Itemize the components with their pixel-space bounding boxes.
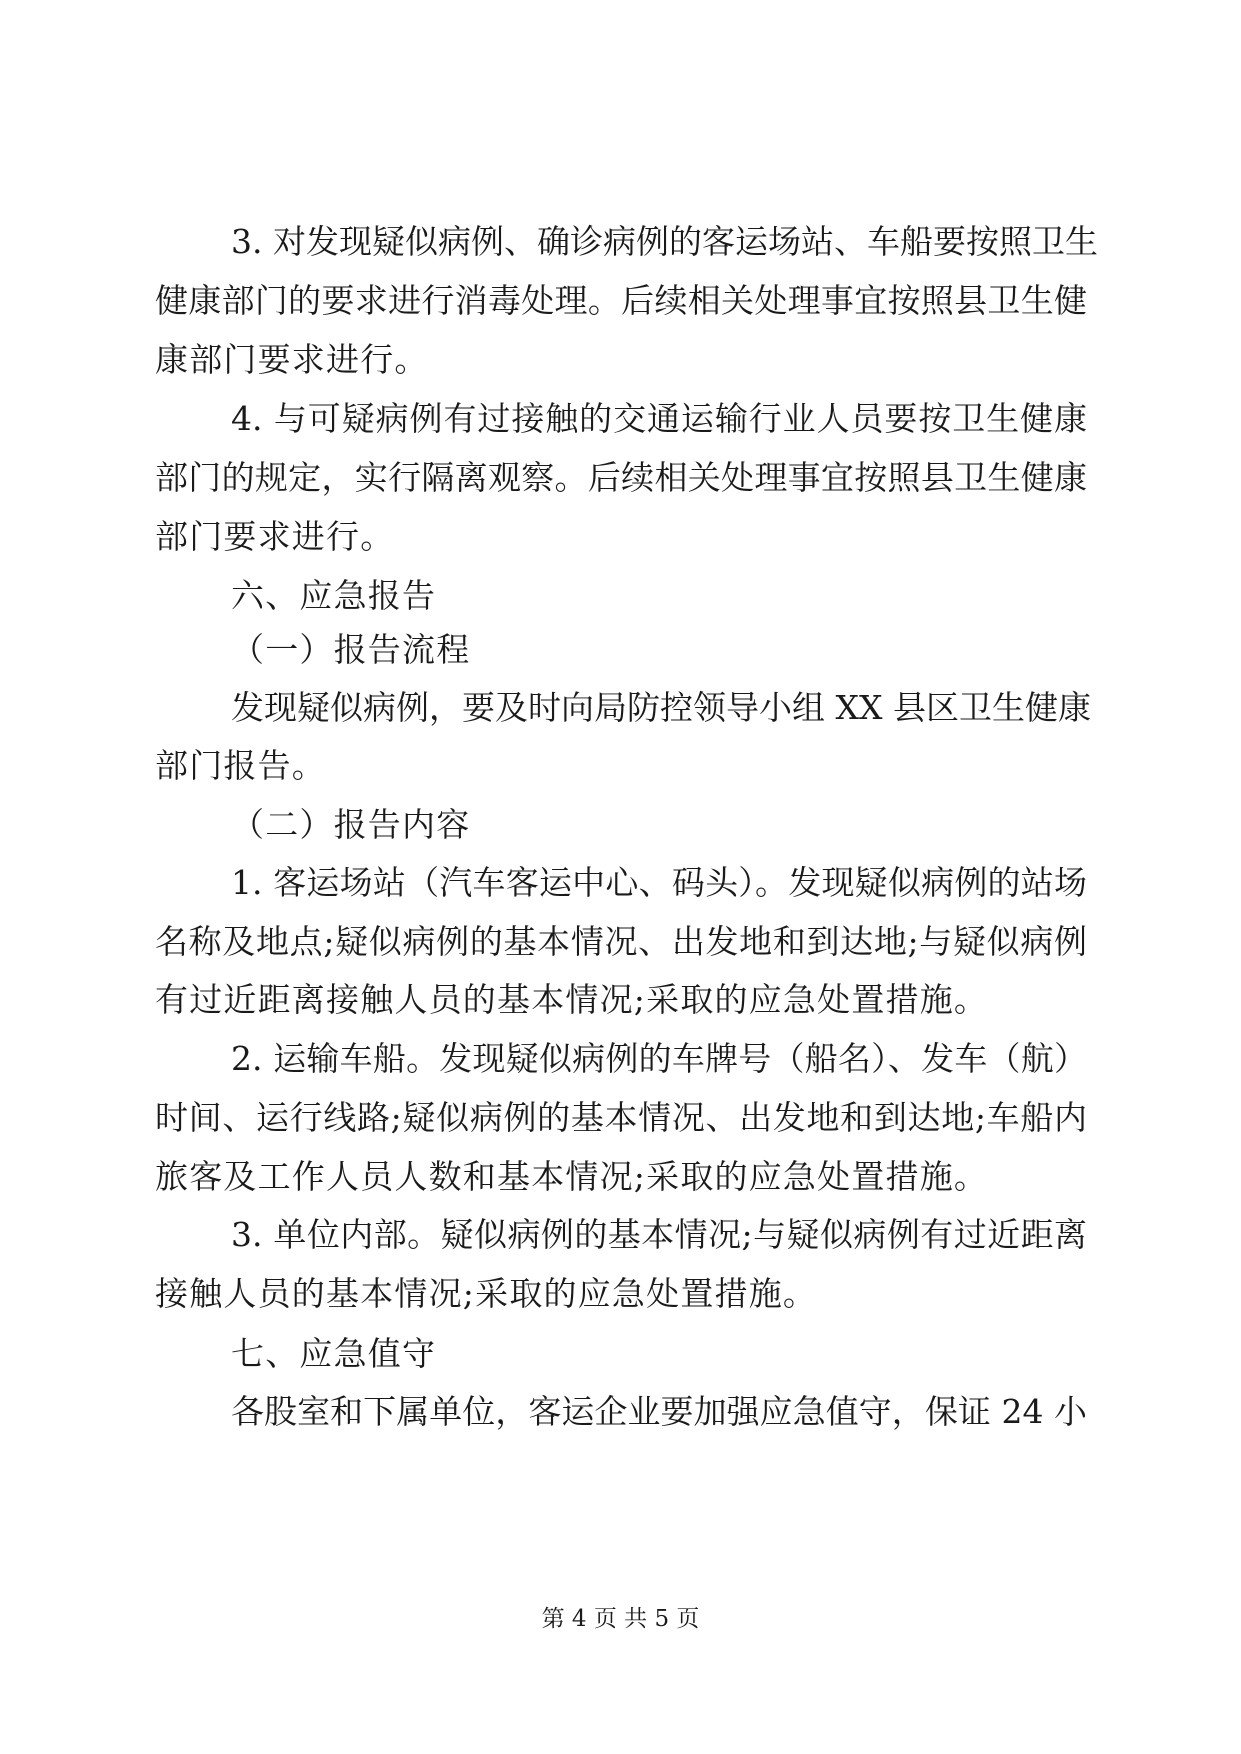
paragraph-4-line-2: 部门的规定，实行隔离观察。后续相关处理事宜按照县卫生健康 xyxy=(155,458,1087,497)
paragraph-4-line-3: 部门要求进行。 xyxy=(155,517,395,556)
report-process-line-2: 部门报告。 xyxy=(155,746,326,785)
report-process-line-1: 发现疑似病例，要及时向局防控领导小组 XX 县区卫生健康 xyxy=(231,688,1091,727)
paragraph-3-line-3: 康部门要求进行。 xyxy=(155,340,429,379)
paragraph-3-line-1: 3. 对发现疑似病例、确诊病例的客运场站、车船要按照卫生 xyxy=(231,222,1098,261)
content-item-1-line-3: 有过近距离接触人员的基本情况;采取的应急处置措施。 xyxy=(155,980,989,1019)
subheading-report-content: （二）报告内容 xyxy=(231,805,471,844)
paragraph-4-line-1: 4. 与可疑病例有过接触的交通运输行业人员要按卫生健康 xyxy=(231,399,1087,438)
paragraph-3-line-2: 健康部门的要求进行消毒处理。后续相关处理事宜按照县卫生健 xyxy=(155,281,1087,320)
section-heading-emergency-report: 六、应急报告 xyxy=(231,576,437,615)
subheading-report-process: （一）报告流程 xyxy=(231,630,471,669)
content-item-1-line-1: 1. 客运场站（汽车客运中心、码头）。发现疑似病例的站场 xyxy=(231,863,1087,902)
emergency-duty-line-1: 各股室和下属单位，客运企业要加强应急值守，保证 24 小 xyxy=(231,1392,1087,1431)
content-item-3-line-2: 接触人员的基本情况;采取的应急处置措施。 xyxy=(155,1274,818,1313)
content-item-2-line-3: 旅客及工作人员人数和基本情况;采取的应急处置措施。 xyxy=(155,1157,989,1196)
content-item-3-line-1: 3. 单位内部。疑似病例的基本情况;与疑似病例有过近距离 xyxy=(231,1215,1087,1254)
section-heading-emergency-duty: 七、应急值守 xyxy=(231,1334,437,1373)
content-item-2-line-2: 时间、运行线路;疑似病例的基本情况、出发地和到达地;车船内 xyxy=(155,1098,1087,1137)
page-number-footer: 第 4 页 共 5 页 xyxy=(541,1606,700,1632)
content-item-2-line-1: 2. 运输车船。发现疑似病例的车牌号（船名）、发车（航） xyxy=(231,1039,1087,1078)
content-item-1-line-2: 名称及地点;疑似病例的基本情况、出发地和到达地;与疑似病例 xyxy=(155,922,1087,961)
